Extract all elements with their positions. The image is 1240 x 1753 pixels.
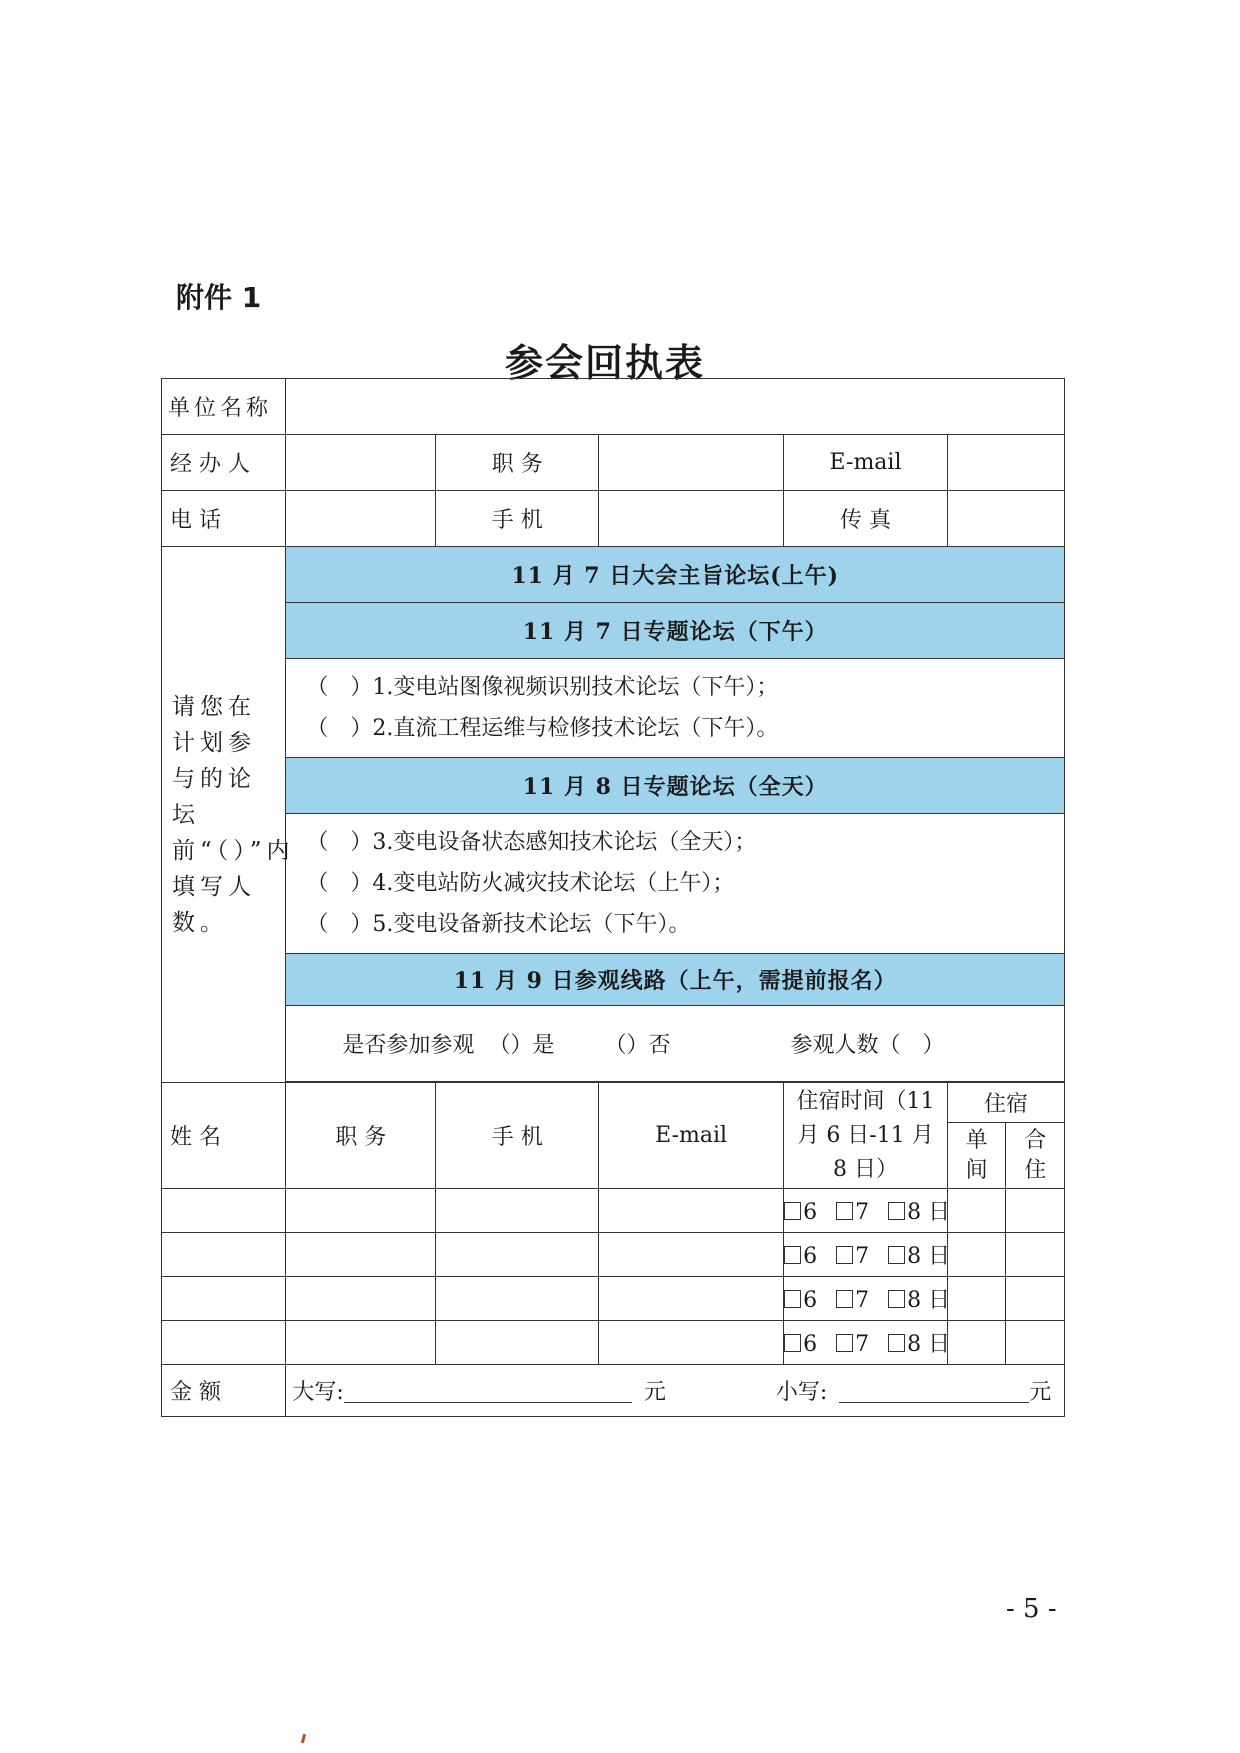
shared-room-field[interactable]	[1006, 1277, 1065, 1321]
attendee-position-field[interactable]	[286, 1233, 436, 1277]
forum-option-5[interactable]: （ ）5.变电设备新技术论坛（下午）。	[306, 912, 691, 937]
forum-option-4[interactable]: （ ）4.变电站防火减灾技术论坛（上午）；	[306, 871, 735, 896]
visit-no-option[interactable]: （）否	[604, 1033, 671, 1058]
day-6-checkbox[interactable]: 6	[784, 1244, 817, 1269]
amount-lower-field[interactable]	[839, 1378, 1029, 1403]
attendee-email-field[interactable]	[599, 1233, 784, 1277]
day-8-checkbox[interactable]: 8 日	[888, 1332, 950, 1357]
session-nov9-visit: 11 月 9 日参观线路（上午，需提前报名）	[286, 954, 1065, 1006]
nov7-forum-options	[286, 659, 1065, 758]
single-room-field[interactable]	[947, 1233, 1005, 1277]
scan-mark	[301, 1734, 306, 1743]
email-field[interactable]	[947, 435, 1064, 491]
amount-upper-field[interactable]	[344, 1378, 632, 1403]
unit-name-label: 单位名称	[162, 379, 286, 435]
checkbox-icon	[784, 1334, 801, 1352]
shared-room-header: 合住	[1006, 1123, 1065, 1189]
stay-time-header: 住宿时间（11 月 6 日-11 月 8 日）	[784, 1083, 948, 1189]
day-7-checkbox[interactable]: 7	[836, 1200, 869, 1225]
stay-days-checkboxes	[784, 1321, 951, 1365]
checkbox-icon	[888, 1246, 905, 1264]
position-field[interactable]	[599, 435, 784, 491]
attendee-mobile-header: 手 机	[436, 1083, 599, 1189]
single-room-field[interactable]	[947, 1189, 1005, 1233]
unit-name-field[interactable]	[286, 379, 1065, 435]
attendee-email-header: E-mail	[599, 1083, 784, 1189]
single-room-field[interactable]	[947, 1321, 1005, 1365]
forum-instruction-note: 请您在计划参与的论坛前“（）”内填写人数。	[162, 547, 286, 1083]
day-6-checkbox[interactable]: 6	[784, 1200, 817, 1225]
single-room-header: 单间	[947, 1123, 1005, 1189]
visit-yes-option[interactable]: （）是	[488, 1033, 555, 1058]
table-row	[162, 1189, 1065, 1233]
day-8-checkbox[interactable]: 8 日	[888, 1288, 950, 1313]
phone-label: 电 话	[162, 491, 286, 547]
stay-days-checkboxes	[784, 1189, 951, 1233]
attendee-mobile-field[interactable]	[436, 1233, 599, 1277]
visit-row	[286, 1006, 1065, 1082]
forum-option-2[interactable]: （ ）2.直流工程运维与检修技术论坛（下午）。	[306, 716, 779, 741]
session-nov7-afternoon: 11 月 7 日专题论坛（下午）	[286, 603, 1065, 659]
checkbox-icon	[888, 1290, 905, 1308]
attendee-email-field[interactable]	[599, 1189, 784, 1233]
day-8-checkbox[interactable]: 8 日	[888, 1200, 950, 1225]
shared-room-field[interactable]	[1006, 1233, 1065, 1277]
phone-field[interactable]	[286, 491, 436, 547]
checkbox-icon	[888, 1334, 905, 1352]
day-7-checkbox[interactable]: 7	[836, 1244, 869, 1269]
checkbox-icon	[784, 1246, 801, 1264]
amount-row	[286, 1365, 1065, 1417]
position-label: 职 务	[436, 435, 599, 491]
handler-field[interactable]	[286, 435, 436, 491]
day-8-checkbox[interactable]: 8 日	[888, 1244, 950, 1269]
amount-label: 金 额	[162, 1365, 286, 1417]
attendee-position-field[interactable]	[286, 1189, 436, 1233]
mobile-label: 手 机	[436, 491, 599, 547]
checkbox-icon	[836, 1202, 853, 1220]
checkbox-icon	[836, 1290, 853, 1308]
day-6-checkbox[interactable]: 6	[784, 1332, 817, 1357]
table-row	[162, 1321, 1065, 1365]
session-nov7-morning: 11 月 7 日大会主旨论坛(上午)	[286, 547, 1065, 603]
attachment-label: 附件 1	[176, 281, 262, 314]
visit-count-field[interactable]: 参观人数（ ）	[790, 1033, 945, 1058]
attendee-position-field[interactable]	[286, 1321, 436, 1365]
attendee-mobile-field[interactable]	[436, 1321, 599, 1365]
shared-room-field[interactable]	[1006, 1189, 1065, 1233]
mobile-field[interactable]	[599, 491, 784, 547]
page-title: 参会回执表	[504, 340, 705, 385]
checkbox-icon	[836, 1246, 853, 1264]
page-number: - 5 -	[1006, 1594, 1057, 1624]
attendee-name-field[interactable]	[162, 1189, 286, 1233]
fax-label: 传 真	[784, 491, 948, 547]
attendee-mobile-field[interactable]	[436, 1189, 599, 1233]
attendee-name-field[interactable]	[162, 1277, 286, 1321]
amount-lower-label: 小写:	[775, 1380, 828, 1405]
stay-days-checkboxes	[784, 1277, 951, 1321]
day-7-checkbox[interactable]: 7	[836, 1332, 869, 1357]
amount-upper-unit: 元	[643, 1380, 666, 1405]
checkbox-icon	[784, 1290, 801, 1308]
attendee-mobile-field[interactable]	[436, 1277, 599, 1321]
single-room-field[interactable]	[947, 1277, 1005, 1321]
handler-label: 经 办 人	[162, 435, 286, 491]
attendee-name-field[interactable]	[162, 1233, 286, 1277]
attendee-position-header: 职 务	[286, 1083, 436, 1189]
amount-lower-unit: 元	[1029, 1380, 1052, 1405]
attendee-email-field[interactable]	[599, 1321, 784, 1365]
checkbox-icon	[784, 1202, 801, 1220]
lodging-header: 住宿	[947, 1083, 1064, 1123]
nov8-forum-options	[286, 814, 1065, 954]
registration-form-table	[161, 378, 1065, 1417]
name-column-header: 姓 名	[162, 1083, 286, 1189]
fax-field[interactable]	[947, 491, 1064, 547]
forum-option-1[interactable]: （ ）1.变电站图像视频识别技术论坛（下午）；	[306, 675, 779, 700]
amount-upper-label: 大写:	[292, 1380, 344, 1405]
stay-days-checkboxes	[784, 1233, 951, 1277]
checkbox-icon	[888, 1202, 905, 1220]
attendee-name-field[interactable]	[162, 1321, 286, 1365]
table-row	[162, 1277, 1065, 1321]
attendee-email-field[interactable]	[599, 1277, 784, 1321]
session-nov8: 11 月 8 日专题论坛（全天）	[286, 758, 1065, 814]
checkbox-icon	[836, 1334, 853, 1352]
visit-question: 是否参加参观	[342, 1033, 475, 1058]
day-6-checkbox[interactable]: 6	[784, 1288, 817, 1313]
table-row	[162, 1233, 1065, 1277]
attendee-position-field[interactable]	[286, 1277, 436, 1321]
email-label: E-mail	[784, 435, 948, 491]
forum-option-3[interactable]: （ ）3.变电设备状态感知技术论坛（全天）；	[306, 830, 757, 855]
day-7-checkbox[interactable]: 7	[836, 1288, 869, 1313]
shared-room-field[interactable]	[1006, 1321, 1065, 1365]
